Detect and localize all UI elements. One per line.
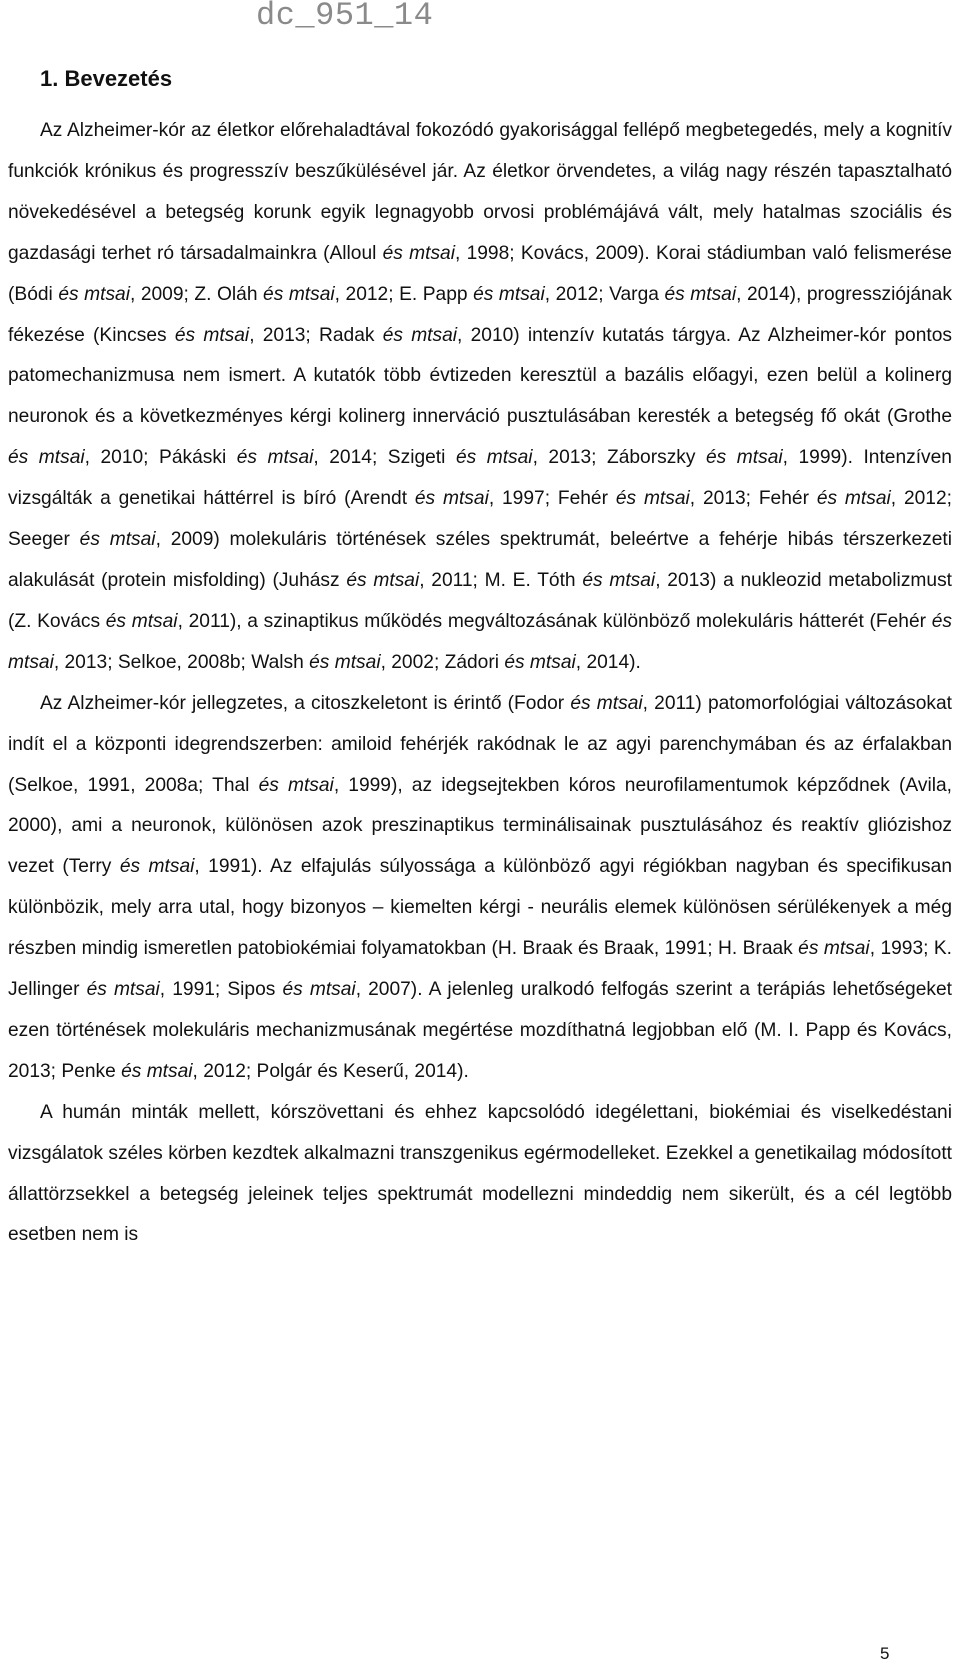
page-number: 5 xyxy=(880,1644,890,1663)
italic-citation-text: és mtsai xyxy=(121,1060,193,1082)
text-run: , 2014; Szigeti xyxy=(313,447,456,469)
text-run: , 1993; K. Jellinger xyxy=(8,938,953,1001)
text-run: Az Alzheimer-kór az életkor előrehaladtával fokozódó gyakorisággal fellépő megbetegedés, mely a kognitív funkciók krónikus és progresszív beszűkülésével jár. Az életkor örvendetes, a világ nagy részén tapasztalható növekedésével a betegség korunk egyik legnagyobb orvosi problémájává vált, mely hatalmas szociális és gazdasági terhet ró társadalmainkra (Alloul xyxy=(8,120,952,264)
italic-citation-text: és mtsai xyxy=(8,610,952,673)
italic-citation-text: és mtsai xyxy=(414,488,489,510)
text-run: , 2013; Záborszky xyxy=(532,447,707,469)
italic-citation-text: és mtsai xyxy=(706,447,783,469)
text-run: , 2013) a nukleozid metabolizmust (Z. Kovács xyxy=(8,569,952,632)
italic-citation-text: és mtsai xyxy=(382,242,455,264)
text-run: , 2013; Fehér xyxy=(689,488,817,510)
document-id: dc_951_14 xyxy=(256,0,434,34)
italic-citation-text: és mtsai xyxy=(8,447,85,469)
italic-citation-text: és mtsai xyxy=(570,692,643,714)
italic-citation-text: és mtsai xyxy=(258,774,334,796)
italic-citation-text: és mtsai xyxy=(309,651,381,673)
section-heading: 1. Bevezetés xyxy=(40,66,173,91)
text-run: , 2011; M. E. Tóth xyxy=(419,569,583,591)
text-run: , 2002; Zádori xyxy=(380,651,505,673)
text-run: , 2013; Radak xyxy=(249,324,383,346)
text-run: , 2013; Selkoe, 2008b; Walsh xyxy=(53,651,310,673)
italic-citation-text: és mtsai xyxy=(582,569,656,591)
text-run: , 2009; Z. Oláh xyxy=(129,283,264,305)
text-run: , 1991). Az elfajulás súlyossága a különböző agyi régiókban nagyban és specifikusan különbözik, mely arra utal, hogy bizonyos – kiemelten kérgi - neurális elemek különösen sérülékenyek a még részben mindig ismeretlen patobiokémiai folyamatokban (H. Braak és Braak, 1991; H. Braak xyxy=(8,856,952,960)
italic-citation-text: és mtsai xyxy=(455,447,533,469)
italic-citation-text: és mtsai xyxy=(79,529,156,551)
text-run: , 2012; Seeger xyxy=(8,488,952,551)
text-run: , 1997; Fehér xyxy=(488,488,616,510)
text-run: , 2010) intenzív kutatás tárgya. Az Alzheimer-kór pontos patomechanizmusa nem ismert. A kutatók több évtizeden keresztül a bazális előagyi, ezen belül a kolinerg neuronok és a következményes kérgi kolinerg innerváció pusztulásában keresték a betegség fő okát (Grothe xyxy=(8,324,952,428)
text-run: , 2014). xyxy=(575,651,641,673)
text-run: Az Alzheimer-kór jellegzetes, a citoszkeletont is érintő (Fodor xyxy=(40,692,571,714)
text-run: , 2011), a szinaptikus működés megváltozásának különböző molekuláris hátterét (Fehér xyxy=(177,610,932,632)
text-run: , 2012; E. Papp xyxy=(334,283,474,305)
text-run: , 1991; Sipos xyxy=(159,979,283,1001)
text-run: , 2009) molekuláris történések széles spektrumát, beleértve a fehérje hibás térszerkezeti alakulását (protein misfolding) (Juhász xyxy=(8,529,953,591)
text-run: , 2010; Pákáski xyxy=(84,447,237,469)
italic-citation-text: és mtsai xyxy=(58,283,130,305)
text-run: , 2011) patomorfológiai változásokat indít el a központi idegrendszerben: amiloid fehérjék rakódnak le az agyi parenchymában és az érfalakban (Selkoe, 1991, 2008a; Thal xyxy=(8,692,952,796)
italic-citation-text: és mtsai xyxy=(382,324,458,346)
italic-citation-text: és mtsai xyxy=(664,283,737,305)
paragraph-3 xyxy=(8,1093,952,1257)
italic-citation-text: és mtsai xyxy=(119,856,195,878)
italic-citation-text: és mtsai xyxy=(236,447,314,469)
italic-citation-text: és mtsai xyxy=(504,651,576,673)
body-text xyxy=(8,111,952,1256)
italic-citation-text: és mtsai xyxy=(263,283,335,305)
italic-citation-text: és mtsai xyxy=(346,569,420,591)
text-run: , 2012; Polgár és Keserű, 2014). xyxy=(192,1060,469,1082)
text-run: A humán minták mellett, kórszövettani és ehhez kapcsolódó idegélettani, biokémiai és viselkedéstani vizsgálatok széles körben kezdtek alkalmazni transzgenikus egérmodelleket. Ezekkel a genetikailag módosított állattörzsekkel a betegség jeleinek teljes spektrumát modellezni mindeddig nem sikerült, és a cél legtöbb esetben nem is xyxy=(8,1101,952,1246)
italic-citation-text: és mtsai xyxy=(615,488,690,510)
italic-citation-text: és mtsai xyxy=(86,979,160,1001)
italic-citation-text: és mtsai xyxy=(174,324,250,346)
italic-citation-text: és mtsai xyxy=(816,488,891,510)
paragraph-2 xyxy=(8,684,952,1093)
italic-citation-text: és mtsai xyxy=(798,938,870,960)
text-run: , 2007). A jelenleg uralkodó felfogás szerint a terápiás lehetőségeket ezen történések molekuláris mechanizmusának megértése mozdíthatná legjobban elő (M. I. Papp és Kovács, 2013; Penke xyxy=(8,979,952,1082)
text-run: , 2012; Varga xyxy=(544,283,665,305)
italic-citation-text: és mtsai xyxy=(105,610,178,632)
text-run: , 1999). Intenzíven vizsgálták a genetikai háttérrel is bíró (Arendt xyxy=(8,447,952,510)
text-run: , 1999), az idegsejtekben kóros neurofilamentumok képződnek (Avila, 2000), ami a neuronok, különösen azok preszinaptikus terminálisainak pusztulásához és reaktív gliózishoz vezet (Terry xyxy=(8,774,952,878)
text-run: , 1998; Kovács, 2009). Korai stádiumban való felismerése (Bódi xyxy=(8,242,952,305)
text-run: , 2014), progressziójának fékezése (Kincses xyxy=(8,283,952,346)
paragraph-1 xyxy=(8,111,952,684)
italic-citation-text: és mtsai xyxy=(282,979,356,1001)
italic-citation-text: és mtsai xyxy=(473,283,545,305)
